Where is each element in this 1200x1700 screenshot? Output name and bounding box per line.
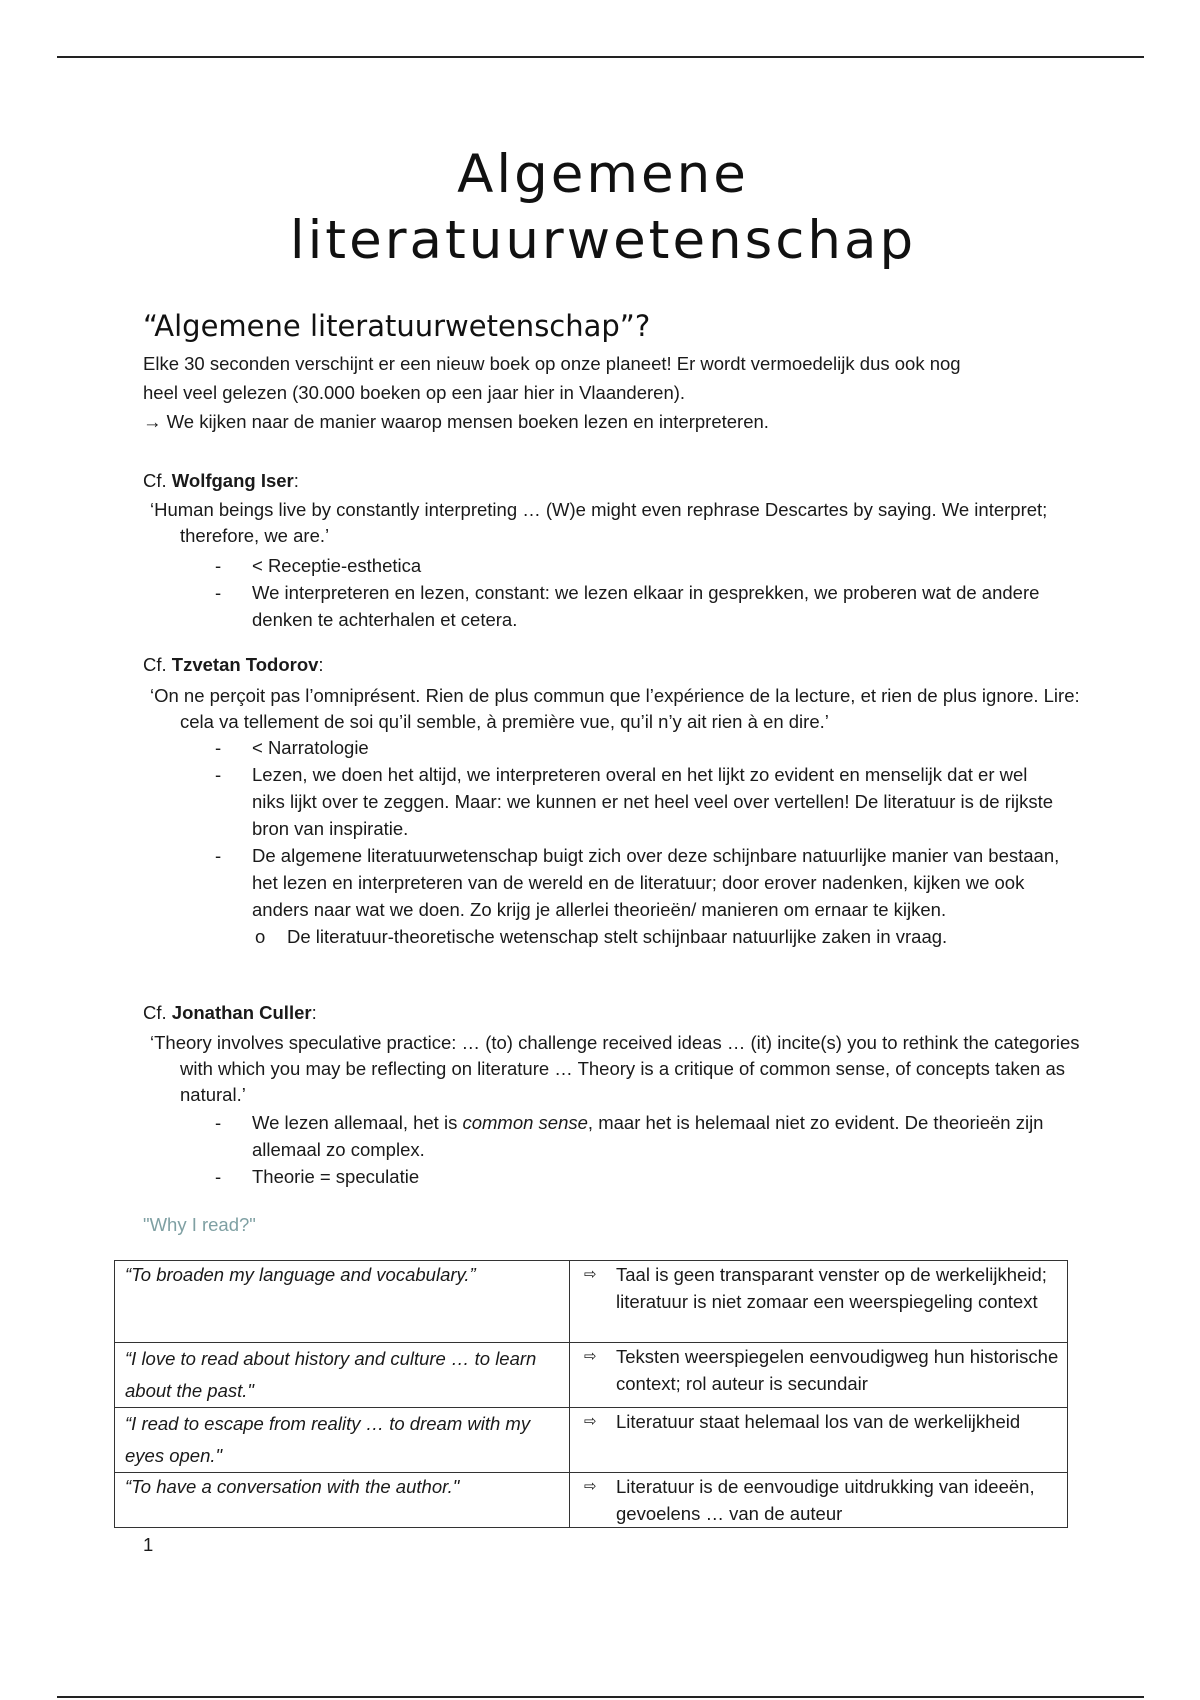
list-item-text: Theorie = speculatie (252, 1166, 420, 1187)
circle-bullet: o (255, 926, 266, 947)
iser-bullet-list (215, 552, 1065, 633)
list-item-text: < Narratologie (252, 737, 369, 758)
dash-bullet: - (215, 582, 222, 603)
sub-list-item (215, 923, 1065, 950)
answer-text: Literatuur is de eenvoudige uitdrukking van ideeën, gevoelens … van de auteur (616, 1476, 1035, 1524)
dash-bullet: - (215, 1166, 222, 1187)
table-cell-quote: “To broaden my language and vocabulary.” (115, 1261, 570, 1343)
list-item (215, 552, 1065, 579)
table-row (115, 1473, 1068, 1528)
culler-reference (143, 1000, 317, 1026)
table-cell-answer (570, 1408, 1068, 1473)
table-cell-answer (570, 1343, 1068, 1408)
answer-text: Literatuur staat helemaal los van de werkelijkheid (616, 1411, 1021, 1432)
text-segment: , maar het is helemaal niet zo evident. De theorieën zijn allemaal zo complex. (252, 1112, 1044, 1160)
intro-line-2: heel veel gelezen (30.000 boeken op een jaar hier in Vlaanderen). (143, 382, 686, 403)
arrow-right-icon: ⇨ (584, 1348, 597, 1365)
arrow-right-icon: ⇨ (584, 1413, 597, 1430)
iser-quote: ‘Human beings live by constantly interpreting … (W)e might even rephrase Descartes by saying. We interpret; therefore, we are.’ (150, 499, 1048, 546)
answer-text: Teksten weerspiegelen eenvoudigweg hun historische context; rol auteur is secundair (616, 1346, 1059, 1394)
table-cell-quote: “I love to read about history and culture … to learn about the past." (115, 1343, 570, 1408)
list-item-text (252, 1112, 1043, 1160)
emphasis: common sense (462, 1112, 588, 1133)
page-number: 1 (143, 1534, 154, 1555)
sub-list-item-text: De literatuur-theoretische wetenschap stelt schijnbaar natuurlijke zaken in vraag. (287, 926, 948, 947)
author-name-todorov: Tzvetan Todorov (171, 654, 319, 675)
author-name-culler: Jonathan Culler (171, 1002, 312, 1023)
table-row (115, 1343, 1068, 1408)
list-item (215, 734, 1065, 761)
cf-prefix: Cf. (143, 470, 172, 491)
list-item-text: We interpreteren en lezen, constant: we lezen elkaar in gesprekken, we proberen wat de andere denken te achterhalen et cetera. (252, 582, 1040, 630)
colon: : (311, 1002, 317, 1023)
cf-prefix: Cf. (143, 1002, 172, 1023)
list-item (215, 842, 1065, 923)
dash-bullet: - (215, 764, 222, 785)
intro-paragraph (143, 349, 1073, 436)
list-item (215, 579, 1065, 633)
culler-bullet-list (215, 1109, 1065, 1190)
title-line-2: literatuurwetenschap (289, 210, 917, 271)
footer-rule (57, 1696, 1144, 1698)
table-row (115, 1408, 1068, 1473)
text-segment: We lezen allemaal, het is (252, 1112, 463, 1133)
todorov-quote: ‘On ne perçoit pas l’omniprésent. Rien de plus commun que l’expérience de la lecture, et rien de plus ignore. Lire: cela va tellement de soi qu’il semble, à première vue, qu’il n’y ait rien à en dire.’ (150, 685, 1080, 732)
list-item (215, 761, 1065, 842)
iser-reference (143, 468, 299, 494)
why-i-read-table (114, 1260, 1068, 1528)
author-name-iser: Wolfgang Iser (171, 470, 294, 491)
intro-line-3 (143, 407, 1073, 436)
answer-text: Taal is geen transparant venster op de werkelijkheid; literatuur is niet zomaar een weerspiegeling context (616, 1264, 1047, 1312)
list-item-text: De algemene literatuurwetenschap buigt zich over deze schijnbare natuurlijke manier van bestaan, het lezen en interpreteren van de wereld en de literatuur; door erover nadenken, kijken we ook anders naar wat we doen. Zo krijg je allerlei theorieën/ manieren om ernaar te kijken. (252, 845, 1060, 920)
dash-bullet: - (215, 845, 222, 866)
arrow-right-icon: ⇨ (584, 1266, 597, 1283)
header-rule (57, 56, 1144, 58)
title-line-1: Algemene (457, 144, 749, 205)
arrow-right-icon: ⇨ (584, 1478, 597, 1495)
list-item (215, 1163, 1065, 1190)
colon: : (318, 654, 324, 675)
table-cell-answer (570, 1473, 1068, 1528)
cf-prefix: Cf. (143, 654, 172, 675)
table-cell-quote: “To have a conversation with the author." (115, 1473, 570, 1528)
why-i-read-heading: "Why I read?" (143, 1214, 256, 1235)
dash-bullet: - (215, 1112, 222, 1133)
dash-bullet: - (215, 737, 222, 758)
arrow-right-icon: → (143, 411, 162, 432)
dash-bullet: - (215, 555, 222, 576)
intro-line-1: Elke 30 seconden verschijnt er een nieuw boek op onze planeet! Er wordt vermoedelijk dus ook nog (143, 353, 961, 374)
document-title (143, 142, 1063, 274)
colon: : (293, 470, 299, 491)
intro-line-3-text: We kijken naar de manier waarop mensen boeken lezen en interpreteren. (161, 411, 769, 432)
list-item-text: Lezen, we doen het altijd, we interpreteren overal en het lijkt zo evident en menselijk dat er wel niks lijkt over te zeggen. Maar: we kunnen er net heel veel over vertellen! De literatuur is de rijkste bron van inspiratie. (252, 764, 1054, 839)
section-heading: “Algemene literatuurwetenschap”? (143, 309, 651, 343)
table-cell-quote: “I read to escape from reality … to dream with my eyes open." (115, 1408, 570, 1473)
list-item-text: < Receptie-esthetica (252, 555, 422, 576)
table-cell-answer (570, 1261, 1068, 1343)
list-item (215, 1109, 1065, 1163)
culler-quote: ‘Theory involves speculative practice: … (to) challenge received ideas … (it) incite(s) you to rethink the categories with which you may be reflecting on literature … Theory is a critique of common sense, of concepts taken as natural.’ (150, 1032, 1080, 1105)
table-row (115, 1261, 1068, 1343)
todorov-bullet-list (215, 734, 1065, 950)
todorov-reference (143, 652, 324, 678)
